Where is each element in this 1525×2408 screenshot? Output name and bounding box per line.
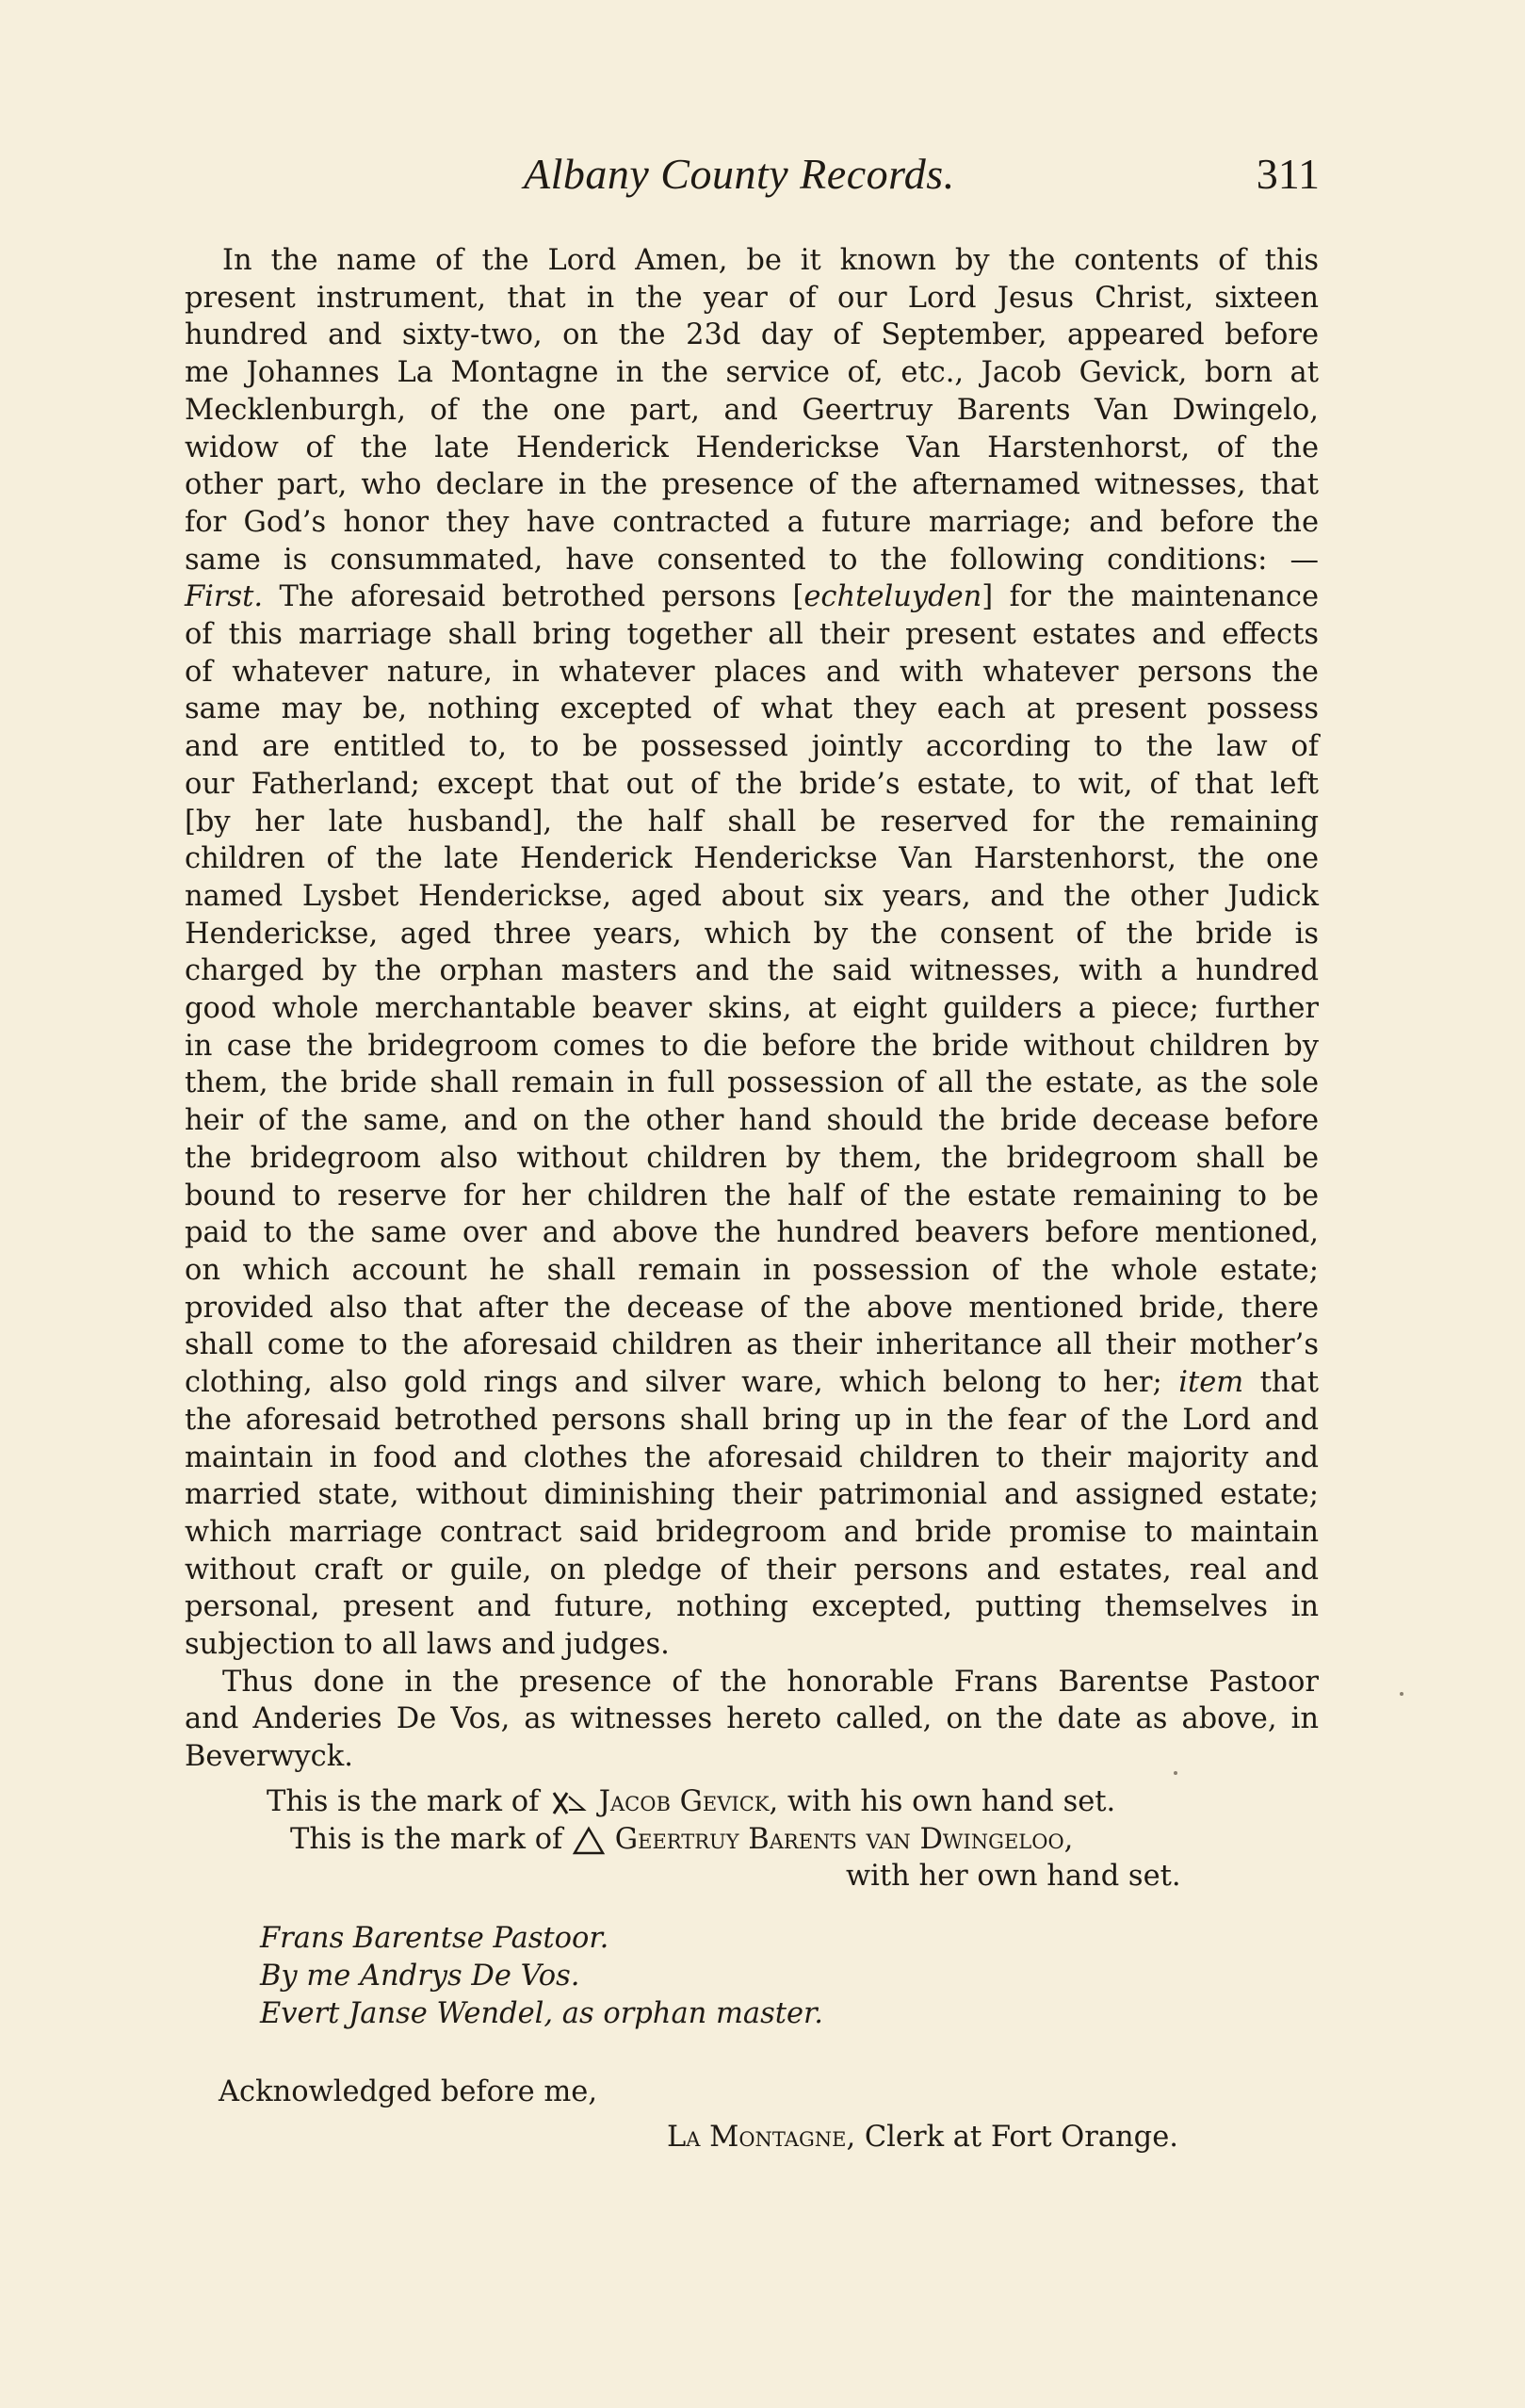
text-line: Beverwyck. <box>185 1740 353 1774</box>
text-line: without craft or guile, on pledge of their persons and estates, real and <box>185 1553 1319 1586</box>
marriage-contract-text <box>185 242 1319 1776</box>
text-line: present instrument, that in the year of our Lord Jesus Christ, sixteen <box>185 281 1319 315</box>
witness-de-vos: Andrys De Vos. <box>360 1959 580 1993</box>
witness-de-vos-line <box>185 1958 1319 1995</box>
text-line: our Fatherland; except that out of the bride’s estate, to wit, of that left <box>185 767 1319 801</box>
text-fragment: The aforesaid betrothed persons [ <box>263 580 804 614</box>
geertruy-suffix: , <box>1063 1822 1074 1856</box>
text-line: hundred and sixty-two, on the 23d day of September, appeared before <box>185 318 1319 352</box>
text-line: In the name of the Lord Amen, be it known by the contents of this <box>222 244 1319 277</box>
clerk-name: La Montagne <box>667 2121 847 2154</box>
witness-wendel-line <box>185 1995 1319 2033</box>
text-line: charged by the orphan masters and the said witnesses, with a hundred <box>185 954 1319 988</box>
text-line: widow of the late Henderick Henderickse Van Harstenhorst, of the <box>185 431 1319 464</box>
geertruy-continuation: with her own hand set. <box>846 1860 1181 1894</box>
witness-wendel: Evert Janse Wendel <box>260 1996 544 2030</box>
first-label: First. <box>185 580 264 614</box>
text-line-first-condition <box>185 578 1319 616</box>
mark-prefix: This is the mark of <box>267 1785 540 1818</box>
text-fragment: that <box>1243 1366 1319 1400</box>
text-line: of this marriage shall bring together all their present estates and effects <box>185 618 1319 652</box>
geertruy-name: Geertruy Barents van Dwingeloo <box>614 1822 1064 1856</box>
text-line: maintain in food and clothes the aforesaid children to their majority and <box>185 1440 1319 1474</box>
text-line: named Lysbet Henderickse, aged about six years, and the other Judick <box>185 879 1319 913</box>
cross-mark-icon <box>548 1787 590 1819</box>
text-line: married state, without diminishing their patrimonial and assigned estate; <box>185 1478 1319 1512</box>
text-line: the bridegroom also without children by them, the bridegroom shall be <box>185 1141 1319 1175</box>
text-line: children of the late Henderick Henderickse Van Harstenhorst, the one <box>185 842 1319 876</box>
jacob-gevick-name: Jacob Gevick <box>598 1785 770 1818</box>
text-line: and Anderies De Vos, as witnesses hereto called, on the date as above, in <box>185 1702 1319 1736</box>
text-line: Mecklenburgh, of the one part, and Geertruy Barents Van Dwingelo, <box>185 393 1319 427</box>
text-line: of whatever nature, in whatever places and with whatever persons the <box>185 655 1319 689</box>
jacob-suffix: , with his own hand set. <box>769 1785 1116 1818</box>
text-line: heir of the same, and on the other hand should the bride decease before <box>185 1104 1319 1138</box>
text-line: which marriage contract said bridegroom and bride promise to maintain <box>185 1515 1319 1549</box>
clerk-line <box>219 2115 1319 2160</box>
clerk-title: , Clerk at Fort Orange. <box>846 2121 1178 2154</box>
signature-block <box>185 1783 1319 2032</box>
geertruy-mark-line <box>185 1821 1319 1859</box>
jacob-mark-line <box>185 1783 1319 1821</box>
text-line: subjection to all laws and judges. <box>185 1628 670 1662</box>
text-line: provided also that after the decease of the above mentioned bride, there <box>185 1291 1319 1325</box>
text-line: in case the bridegroom comes to die before the bride without children by <box>185 1029 1319 1063</box>
triangle-mark-icon <box>572 1825 606 1857</box>
text-line: personal, present and future, nothing excepted, putting themselves in <box>185 1590 1319 1624</box>
text-line: the aforesaid betrothed persons shall bring up in the fear of the Lord and <box>185 1403 1319 1437</box>
text-line: [by her late husband], the half shall be reserved for the remaining <box>185 805 1319 838</box>
text-line: same may be, nothing excepted of what they each at present possess <box>185 692 1319 726</box>
acknowledged-line: Acknowledged before me, <box>219 2075 598 2108</box>
text-line-item <box>185 1364 1319 1402</box>
text-line: good whole merchantable beaver skins, at eight guilders a piece; further <box>185 992 1319 1026</box>
text-line: me Johannes La Montagne in the service of, etc., Jacob Gevick, born at <box>185 356 1319 390</box>
page-number: 311 <box>1256 150 1320 198</box>
text-fragment: ] for the maintenance <box>982 580 1320 614</box>
item-word: item <box>1178 1366 1244 1400</box>
witness-wendel-role: , as orphan master. <box>543 1996 823 2030</box>
text-fragment: clothing, also gold rings and silver ware, which belong to her; <box>185 1366 1179 1400</box>
text-line: Thus done in the presence of the honorable Frans Barentse Pastoor <box>222 1665 1319 1699</box>
text-line: and are entitled to, to be possessed jointly according to the law of <box>185 730 1319 764</box>
text-line: on which account he shall remain in possession of the whole estate; <box>185 1253 1319 1287</box>
acknowledgement-block <box>219 2070 1319 2160</box>
running-head-title: Albany County Records. <box>524 150 955 198</box>
text-line: same is consummated, have consented to the following conditions: — <box>185 543 1319 577</box>
text-line: bound to reserve for her children the half of the estate remaining to be <box>185 1179 1319 1212</box>
dutch-term: echteluyden <box>803 580 982 614</box>
mark-prefix: This is the mark of <box>290 1822 563 1856</box>
text-line: for God’s honor they have contracted a future marriage; and before the <box>185 505 1319 539</box>
witness-pastoor: Frans Barentse Pastoor. <box>260 1922 609 1956</box>
text-line: other part, who declare in the presence of the afternamed witnesses, that <box>185 468 1319 502</box>
witness-by-me: By me <box>260 1959 361 1993</box>
text-line: paid to the same over and above the hundred beavers before mentioned, <box>185 1216 1319 1250</box>
text-line: shall come to the aforesaid children as their inheritance all their mother’s <box>185 1328 1319 1362</box>
text-line: them, the bride shall remain in full possession of all the estate, as the sole <box>185 1066 1319 1100</box>
text-line: Henderickse, aged three years, which by the consent of the bride is <box>185 917 1319 951</box>
paper-speck <box>1174 1771 1177 1775</box>
paper-speck <box>1400 1692 1403 1696</box>
